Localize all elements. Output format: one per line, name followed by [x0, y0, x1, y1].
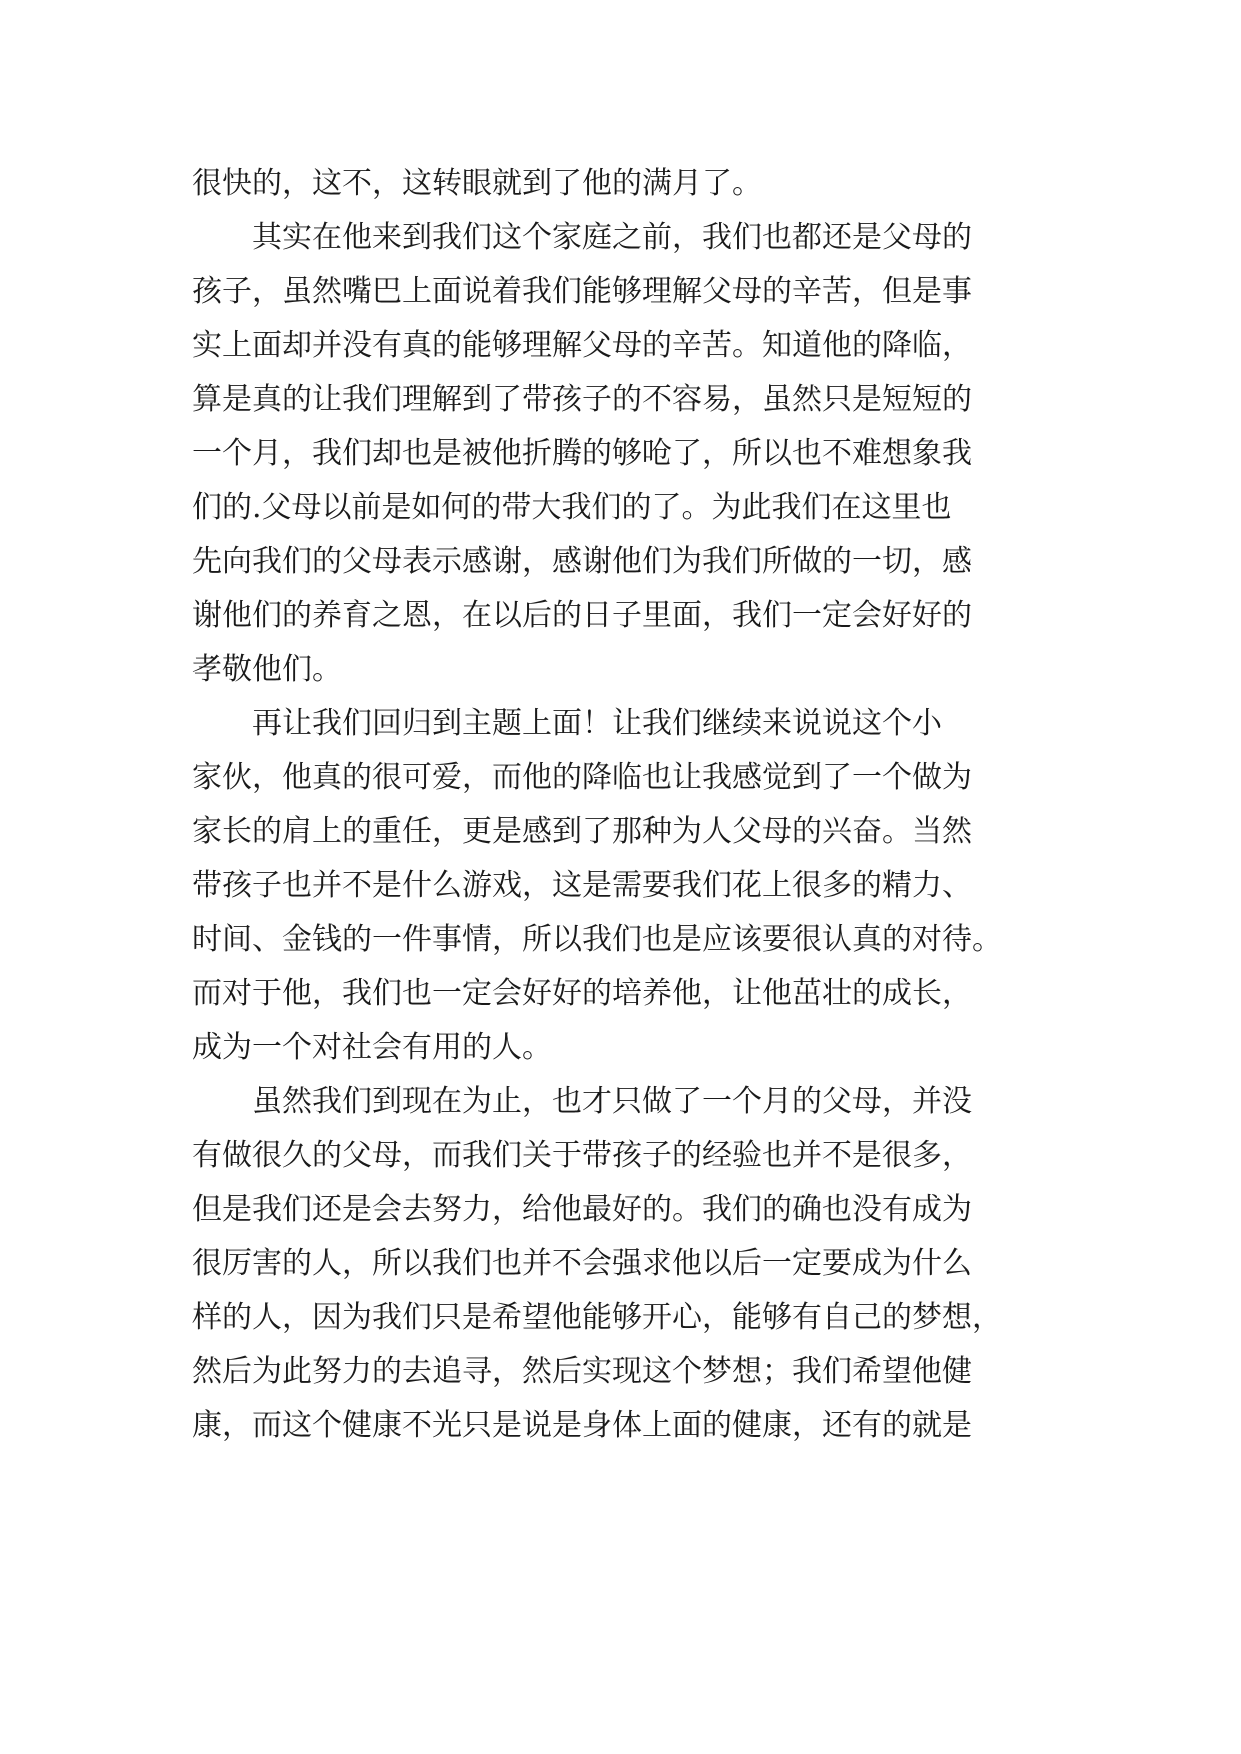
- text-line: 先向我们的父母表示感谢，感谢他们为我们所做的一切，感: [192, 544, 972, 579]
- text-line: 很厉害的人，所以我们也并不会强求他以后一定要成为什么: [192, 1246, 972, 1281]
- text-line: 实上面却并没有真的能够理解父母的辛苦。知道他的降临，: [192, 328, 972, 363]
- text-line: 孝敬他们。: [192, 652, 342, 687]
- text-line: 而对于他，我们也一定会好好的培养他，让他茁壮的成长，: [192, 976, 972, 1011]
- text-line: 康，而这个健康不光只是说是身体上面的健康，还有的就是: [192, 1408, 972, 1443]
- paragraph-start-line: 其实在他来到我们这个家庭之前，我们也都还是父母的: [252, 220, 972, 255]
- text-line: 算是真的让我们理解到了带孩子的不容易，虽然只是短短的: [192, 382, 972, 417]
- text-line: 们的.父母以前是如何的带大我们的了。为此我们在这里也: [192, 490, 952, 525]
- text-line: 孩子，虽然嘴巴上面说着我们能够理解父母的辛苦，但是事: [192, 274, 972, 309]
- paragraph-start-line: 再让我们回归到主题上面！让我们继续来说说这个小: [252, 706, 942, 741]
- text-line: 时间、金钱的一件事情，所以我们也是应该要很认真的对待。: [192, 922, 1002, 957]
- text-line: 但是我们还是会去努力，给他最好的。我们的确也没有成为: [192, 1192, 972, 1227]
- text-line: 一个月，我们却也是被他折腾的够呛了，所以也不难想象我: [192, 436, 972, 471]
- text-line: 家长的肩上的重任，更是感到了那种为人父母的兴奋。当然: [192, 814, 972, 849]
- text-line: 样的人，因为我们只是希望他能够开心，能够有自己的梦想，: [192, 1300, 1002, 1335]
- text-line: 很快的，这不，这转眼就到了他的满月了。: [192, 166, 762, 201]
- text-line: 有做很久的父母，而我们关于带孩子的经验也并不是很多，: [192, 1138, 972, 1173]
- text-line: 家伙，他真的很可爱，而他的降临也让我感觉到了一个做为: [192, 760, 972, 795]
- text-line: 成为一个对社会有用的人。: [192, 1030, 552, 1065]
- paragraph-start-line: 虽然我们到现在为止，也才只做了一个月的父母，并没: [252, 1084, 972, 1119]
- text-line: 谢他们的养育之恩，在以后的日子里面，我们一定会好好的: [192, 598, 972, 633]
- text-line: 然后为此努力的去追寻，然后实现这个梦想；我们希望他健: [192, 1354, 972, 1389]
- text-line: 带孩子也并不是什么游戏，这是需要我们花上很多的精力、: [192, 868, 972, 903]
